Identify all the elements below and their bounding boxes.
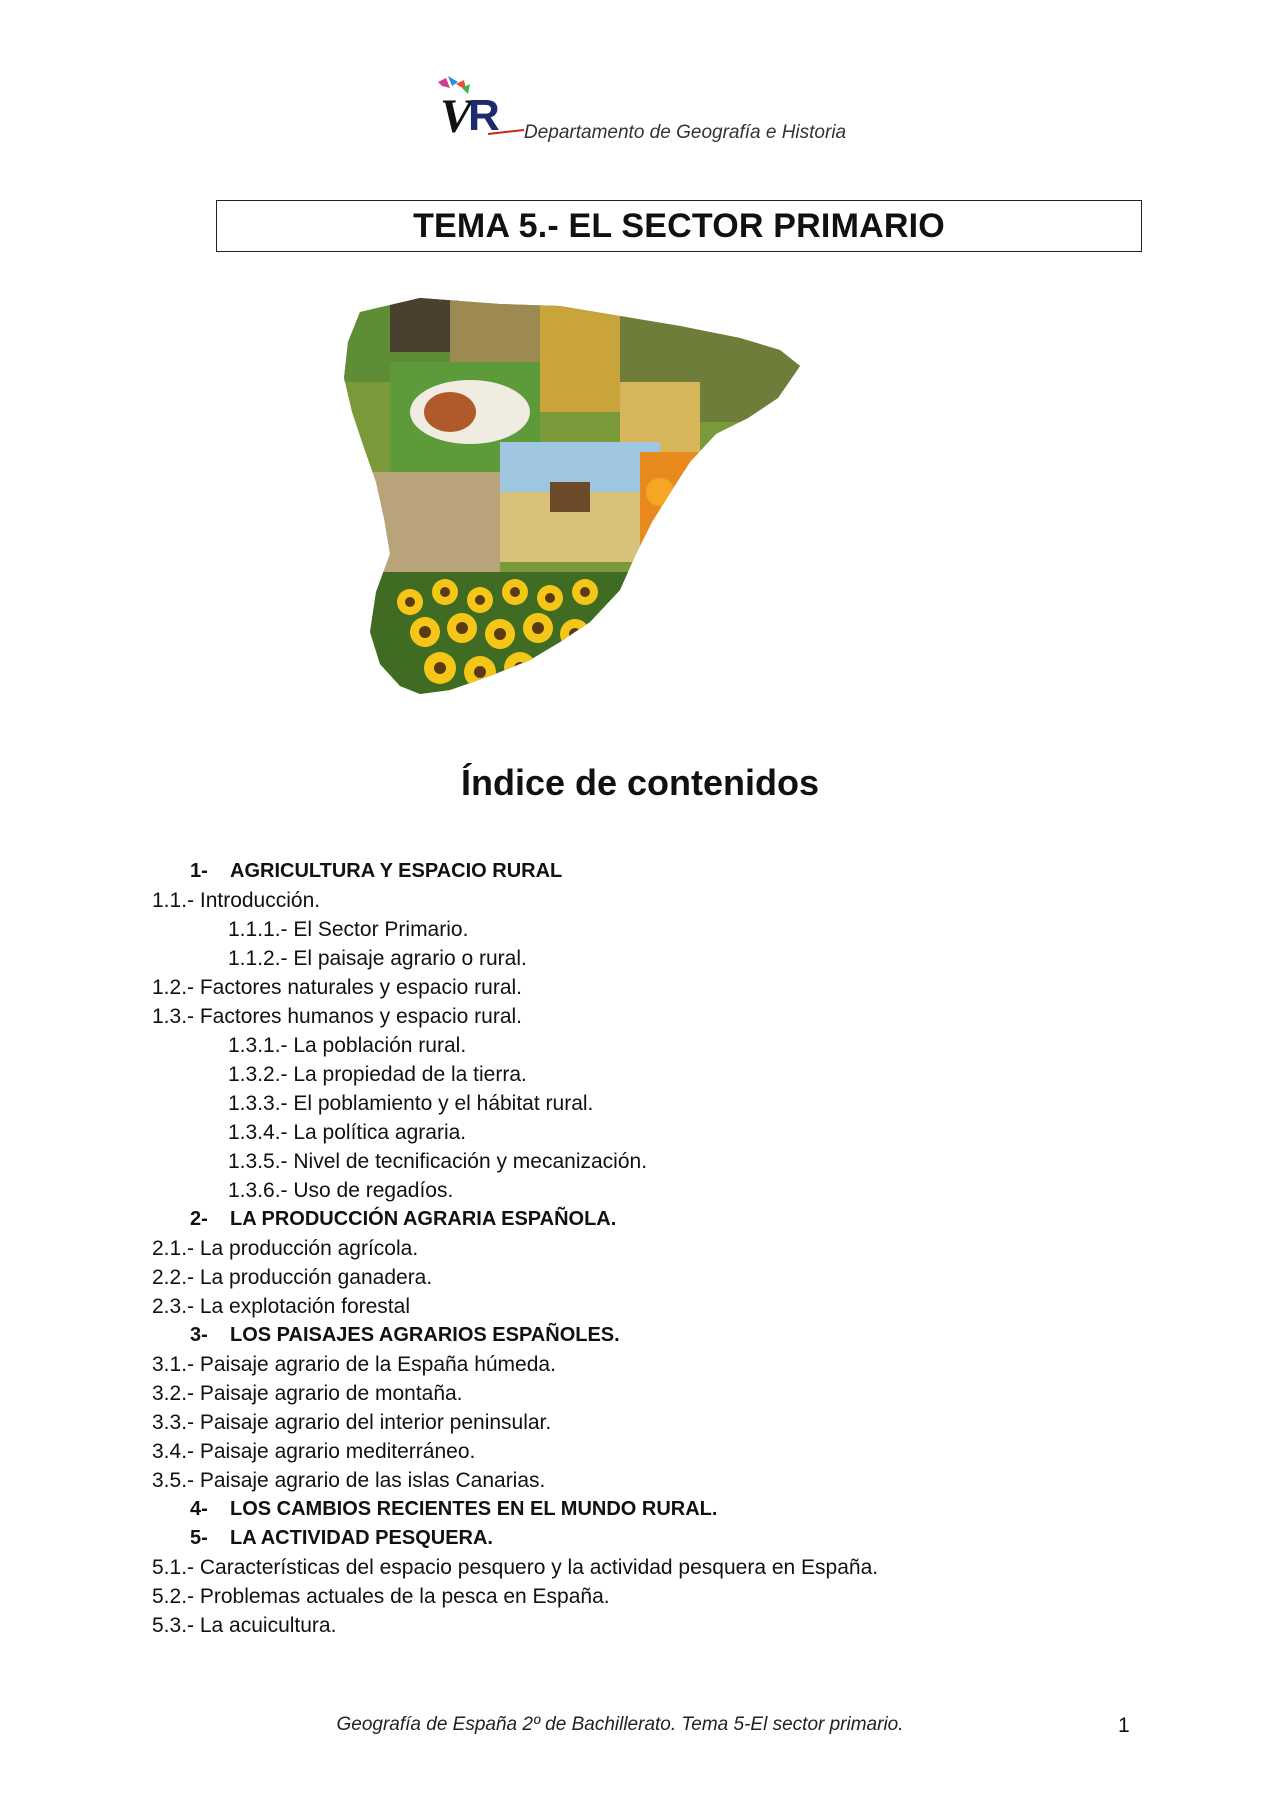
toc-subsection	[152, 1350, 1152, 1379]
toc-section-number: 1-	[190, 860, 208, 882]
toc-entry-text: 1.3.3.- El poblamiento y el hábitat rural.	[228, 1092, 594, 1115]
toc-entry-text: 1.3.6.- Uso de regadíos.	[228, 1179, 454, 1202]
toc-subsection	[152, 1611, 1152, 1640]
vr-logo-icon	[428, 74, 538, 144]
toc-subsection	[152, 1408, 1152, 1437]
toc-entry-text: 1.2.- Factores naturales y espacio rural.	[152, 976, 523, 999]
toc-subsubsection	[152, 1089, 1152, 1118]
toc-entry-text: 1.1.2.- El paisaje agrario o rural.	[228, 947, 527, 970]
toc-section	[152, 1495, 1152, 1524]
page-title: TEMA 5.- EL SECTOR PRIMARIO	[413, 206, 945, 245]
toc-entry-text: 1.3.5.- Nivel de tecnificación y mecanización.	[228, 1150, 648, 1173]
toc-subsubsection	[152, 1060, 1152, 1089]
spain-map-collage-image	[240, 292, 920, 712]
toc-entry-text: 1.3.1.- La población rural.	[228, 1034, 467, 1057]
page-number: 1	[1118, 1714, 1130, 1737]
toc-entry-text: 5.3.- La acuicultura.	[152, 1614, 337, 1637]
toc-entry-text: 3.5.- Paisaje agrario de las islas Canarias.	[152, 1469, 546, 1492]
toc-subsubsection	[152, 1176, 1152, 1205]
toc-entry-text: 2.1.- La producción agrícola.	[152, 1237, 419, 1260]
toc-entry-text: 1.3.2.- La propiedad de la tierra.	[228, 1063, 527, 1086]
toc-subsubsection	[152, 944, 1152, 973]
toc-entry-text: 2.3.- La explotación forestal	[152, 1295, 410, 1318]
toc-subsection	[152, 1234, 1152, 1263]
page-header	[428, 74, 888, 146]
toc-entry-text: LA PRODUCCIÓN AGRARIA ESPAÑOLA.	[230, 1208, 617, 1230]
toc-subsection	[152, 1553, 1152, 1582]
toc-subsubsection	[152, 1031, 1152, 1060]
toc-section	[152, 1321, 1152, 1350]
toc-section	[152, 1205, 1152, 1234]
title-box	[216, 200, 1142, 252]
toc-entry-text: 3.4.- Paisaje agrario mediterráneo.	[152, 1440, 476, 1463]
toc-entry-text: 1.1.- Introducción.	[152, 889, 321, 912]
toc-entry-text: AGRICULTURA Y ESPACIO RURAL	[230, 860, 563, 882]
toc-entry-text: 3.2.- Paisaje agrario de montaña.	[152, 1382, 463, 1405]
toc-subsection	[152, 973, 1152, 1002]
toc-section-number: 5-	[190, 1527, 208, 1549]
toc-subsection	[152, 1263, 1152, 1292]
toc-section-number: 4-	[190, 1498, 208, 1520]
toc-section	[152, 857, 1152, 886]
toc-section-number: 3-	[190, 1324, 208, 1346]
toc-subsubsection	[152, 1118, 1152, 1147]
toc-subsection	[152, 1379, 1152, 1408]
toc-subsection	[152, 886, 1152, 915]
toc-entry-text: LOS CAMBIOS RECIENTES EN EL MUNDO RURAL.	[230, 1498, 718, 1520]
toc-entry-text: 1.1.1.- El Sector Primario.	[228, 918, 469, 941]
toc-entry-text: LOS PAISAJES AGRARIOS ESPAÑOLES.	[230, 1324, 620, 1346]
toc-entry-text: 1.3.4.- La política agraria.	[228, 1121, 467, 1144]
footer-text: Geografía de España 2º de Bachillerato. Tema 5-El sector primario.	[336, 1714, 904, 1735]
toc-subsubsection	[152, 915, 1152, 944]
svg-text:R: R	[468, 91, 500, 140]
toc-subsection	[152, 1466, 1152, 1495]
toc-entry-text: 5.2.- Problemas actuales de la pesca en España.	[152, 1585, 610, 1608]
table-of-contents	[152, 857, 1152, 1640]
toc-subsubsection	[152, 1147, 1152, 1176]
department-name: Departamento de Geografía e Historia	[524, 122, 847, 143]
toc-subsection	[152, 1292, 1152, 1321]
toc-subsection	[152, 1437, 1152, 1466]
toc-entry-text: 3.1.- Paisaje agrario de la España húmeda.	[152, 1353, 556, 1376]
index-title: Índice de contenidos	[460, 762, 820, 803]
toc-entry-text: LA ACTIVIDAD PESQUERA.	[230, 1527, 493, 1549]
toc-entry-text: 1.3.- Factores humanos y espacio rural.	[152, 1005, 523, 1028]
toc-subsection	[152, 1582, 1152, 1611]
toc-entry-text: 3.3.- Paisaje agrario del interior peninsular.	[152, 1411, 552, 1434]
toc-section	[152, 1524, 1152, 1553]
svg-text:V: V	[440, 90, 473, 143]
toc-subsection	[152, 1002, 1152, 1031]
toc-section-number: 2-	[190, 1208, 208, 1230]
toc-entry-text: 2.2.- La producción ganadera.	[152, 1266, 433, 1289]
toc-entry-text: 5.1.- Características del espacio pesquero y la actividad pesquera en España.	[152, 1556, 879, 1579]
